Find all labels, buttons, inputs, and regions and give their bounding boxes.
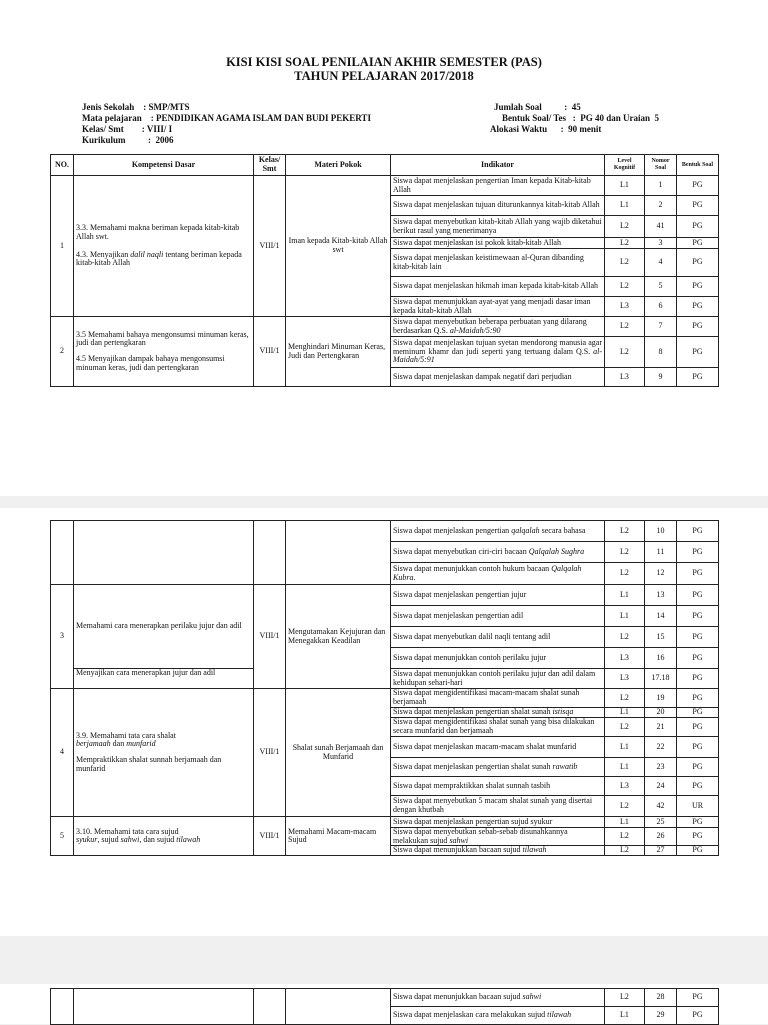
kompetensi-dasar <box>74 521 254 585</box>
bentuk-cell: PG <box>677 249 719 277</box>
indikator-cell <box>391 337 605 368</box>
level-cell: L2 <box>605 277 645 297</box>
kelas-cell <box>254 521 286 585</box>
nomor-cell: 7 <box>645 317 677 337</box>
bentuk-cell: PG <box>677 585 719 606</box>
nomor-cell: 1 <box>645 176 677 196</box>
level-cell: L2 <box>605 846 645 856</box>
indikator-text: Siswa dapat menyebutkan sebab-sebab disunahkannya melakukan sujud <box>393 827 568 845</box>
document-page-2 <box>0 508 768 936</box>
col-header-indikator: Indikator <box>391 155 605 176</box>
materi-pokok <box>286 521 391 585</box>
row-number: 3 <box>51 585 74 689</box>
level-cell: L3 <box>605 648 645 669</box>
row-number: 1 <box>51 176 74 317</box>
nomor-cell: 28 <box>645 989 677 1007</box>
nomor-cell: 27 <box>645 846 677 856</box>
kd-italic-text: sahwi <box>120 835 140 845</box>
materi-pokok: Mengutamakan Kejujuran dan Menegakkan Keadilan <box>286 585 391 689</box>
level-cell: L1 <box>605 737 645 758</box>
indikator-text: Siswa dapat menunjukkan bacaan sujud <box>393 992 523 1002</box>
nomor-cell: 23 <box>645 758 677 777</box>
indikator-cell <box>391 846 605 856</box>
indikator-cell: Siswa dapat menjelaskan pengertian jujur <box>391 585 605 606</box>
kd-italic-text: dalil naqli <box>130 249 164 259</box>
bentuk-cell: PG <box>677 777 719 796</box>
level-cell: L1 <box>605 196 645 216</box>
level-cell: L2 <box>605 689 645 708</box>
row-number <box>51 989 74 1025</box>
level-cell: L1 <box>605 708 645 718</box>
bentuk-cell: PG <box>677 368 719 387</box>
nomor-cell: 21 <box>645 718 677 737</box>
kd-text: , sujud <box>97 835 121 845</box>
nomor-cell: 17.18 <box>645 669 677 689</box>
kisi-kisi-table-page-3 <box>50 988 719 1025</box>
level-cell: L1 <box>605 585 645 606</box>
nomor-cell: 29 <box>645 1007 677 1025</box>
bentuk-cell: PG <box>677 758 719 777</box>
indikator-cell <box>391 708 605 718</box>
indikator-italic-text: istisqa <box>552 707 574 717</box>
nomor-cell: 26 <box>645 828 677 846</box>
kd-italic-text: berjamaah <box>76 739 111 749</box>
indikator-italic-text: sahwi <box>449 835 469 845</box>
indikator-cell <box>391 521 605 542</box>
indikator-cell: Siswa dapat menunjukkan ayat-ayat yang menjadi dasar iman kepada kitab-kitab Allah <box>391 297 605 317</box>
nomor-cell: 25 <box>645 817 677 828</box>
nomor-cell: 11 <box>645 542 677 563</box>
bentuk-cell: PG <box>677 627 719 648</box>
kelas-cell: VIII/1 <box>254 176 286 317</box>
bentuk-cell: PG <box>677 337 719 368</box>
materi-pokok <box>286 989 391 1025</box>
kd-text: tentang beriman kepada kitab-kitab Allah <box>76 249 242 268</box>
indikator-italic-text: tilawah <box>547 1010 572 1020</box>
kompetensi-dasar <box>74 989 254 1025</box>
indikator-cell <box>391 1007 605 1025</box>
kelas-cell: VIII/1 <box>254 689 286 817</box>
bentuk-cell: UR <box>677 796 719 817</box>
kelas-cell: VIII/1 <box>254 317 286 387</box>
table-row <box>51 317 719 337</box>
kd-keterampilan: Mempraktikkan shalat sunnah berjamaah dan munfarid <box>76 755 222 773</box>
indikator-italic-text: sahwi <box>522 992 542 1002</box>
kelas-semester: Kelas/ Smt : VIII/ I <box>82 124 173 134</box>
level-cell: L1 <box>605 758 645 777</box>
indikator-cell: Siswa dapat menjelaskan tujuan diturunkannya kitab-kitab Allah <box>391 196 605 216</box>
bentuk-cell: PG <box>677 669 719 689</box>
bentuk-cell: PG <box>677 689 719 708</box>
nomor-cell: 4 <box>645 249 677 277</box>
level-cell: L1 <box>605 1007 645 1025</box>
indikator-cell <box>391 563 605 585</box>
kd-pengetahuan: 3.10. Memahami tata cara sujud <box>76 826 179 836</box>
level-cell: L2 <box>605 249 645 277</box>
kompetensi-dasar <box>74 317 254 387</box>
indikator-cell: Siswa dapat menjelaskan keistimewaan al-Quran dibanding kitab-kitab lain <box>391 249 605 277</box>
indikator-italic-text: al-Maidah/5:91 <box>393 346 602 365</box>
nomor-cell: 41 <box>645 216 677 238</box>
bentuk-cell: PG <box>677 648 719 669</box>
indikator-text: secara bahasa <box>539 525 586 535</box>
kd-keterampilan <box>76 836 251 845</box>
level-cell: L2 <box>605 627 645 648</box>
level-cell: L2 <box>605 521 645 542</box>
table-row <box>51 521 719 542</box>
kelas-cell <box>254 989 286 1025</box>
level-cell: L3 <box>605 297 645 317</box>
col-header-bentuk: Bentuk Soal <box>677 155 719 176</box>
level-cell: L1 <box>605 817 645 828</box>
nomor-cell: 5 <box>645 277 677 297</box>
bentuk-cell: PG <box>677 176 719 196</box>
indikator-text: Siswa dapat menjelaskan pengertian <box>393 525 512 535</box>
level-cell: L2 <box>605 718 645 737</box>
document-subtitle: TAHUN PELAJARAN 2017/2018 <box>294 69 474 83</box>
bentuk-cell: PG <box>677 606 719 627</box>
nomor-cell: 15 <box>645 627 677 648</box>
bentuk-cell: PG <box>677 563 719 585</box>
indikator-cell: Siswa dapat menyebutkan kitab-kitab Allah yang wajib diketahui berikut rasul yang menerimanya <box>391 216 605 238</box>
table-row <box>51 176 719 196</box>
indikator-cell: Siswa dapat menjelaskan isi pokok kitab-kitab Allah <box>391 238 605 249</box>
kompetensi-dasar: Memahami cara menerapkan perilaku jujur dan adil <box>74 585 254 669</box>
kelas-cell: VIII/1 <box>254 585 286 689</box>
level-cell: L2 <box>605 337 645 368</box>
bentuk-cell: PG <box>677 542 719 563</box>
row-number: 2 <box>51 317 74 387</box>
indikator-cell: Siswa dapat menyebutkan 5 macam shalat sunah yang disertai dengan khutbah <box>391 796 605 817</box>
indikator-cell: Siswa dapat menjelaskan pengertian Iman kepada Kitab-kitab Allah <box>391 176 605 196</box>
bentuk-cell: PG <box>677 521 719 542</box>
kompetensi-dasar <box>74 817 254 856</box>
table-row <box>51 817 719 828</box>
col-header-no: NO. <box>51 155 74 176</box>
indikator-cell: Siswa dapat menjelaskan pengertian adil <box>391 606 605 627</box>
indikator-cell <box>391 989 605 1007</box>
bentuk-cell: PG <box>677 216 719 238</box>
indikator-cell: Siswa dapat menunjukkan contoh perilaku jujur <box>391 648 605 669</box>
materi-pokok: Menghindari Minuman Keras, Judi dan Pertengkaran <box>286 317 391 387</box>
kd-text: 3.9. Memahami tata cara shalat <box>76 730 176 740</box>
table-row <box>51 989 719 1007</box>
nomor-cell: 20 <box>645 708 677 718</box>
alokasi-waktu: Alokasi Waktu : 90 menit <box>490 124 602 134</box>
jumlah-soal: Jumlah Soal : 45 <box>494 102 581 112</box>
bentuk-cell: PG <box>677 196 719 216</box>
level-cell: L3 <box>605 669 645 689</box>
materi-pokok: Shalat sunah Berjamaah dan Munfarid <box>286 689 391 817</box>
kd-pengetahuan: 3.5 Memahami bahaya mengonsumsi minuman keras, judi dan pertengkaran <box>76 329 249 348</box>
level-cell: L1 <box>605 606 645 627</box>
level-cell: L2 <box>605 563 645 585</box>
bentuk-cell: PG <box>677 297 719 317</box>
kd-pengetahuan: 3.3. Memahami makna beriman kepada kitab-kitab Allah swt. <box>76 223 240 241</box>
level-cell: L2 <box>605 989 645 1007</box>
indikator-italic-text: Qalqalah Kubra. <box>393 563 582 582</box>
indikator-text: Siswa dapat menyebutkan beberapa perbuatan yang dilarang berdasarkan Q.S. <box>393 316 587 335</box>
level-cell: L2 <box>605 216 645 238</box>
indikator-italic-text: tilawah <box>522 845 547 855</box>
indikator-cell <box>391 828 605 846</box>
bentuk-cell: PG <box>677 1007 719 1025</box>
materi-pokok: Memahami Macam-macam Sujud <box>286 817 391 856</box>
indikator-text: Siswa dapat menunjukkan bacaan sujud <box>393 845 523 855</box>
materi-pokok: Iman kepada Kitab-kitab Allah swt <box>286 176 391 317</box>
indikator-cell: Siswa dapat mengidentifikasi shalat sunah yang bisa dilakukan secara munfarid dan berjamaah <box>391 718 605 737</box>
nomor-cell: 3 <box>645 238 677 249</box>
bentuk-cell: PG <box>677 989 719 1007</box>
level-cell: L3 <box>605 368 645 387</box>
kd-text: 4.3. Menyajikan <box>76 249 131 259</box>
nomor-cell: 14 <box>645 606 677 627</box>
level-cell: L1 <box>605 176 645 196</box>
level-cell: L2 <box>605 238 645 249</box>
bentuk-cell: PG <box>677 238 719 249</box>
nomor-cell: 13 <box>645 585 677 606</box>
level-cell: L3 <box>605 777 645 796</box>
kd-text: , dan sujud <box>139 835 177 845</box>
document-title: KISI KISI SOAL PENILAIAN AKHIR SEMESTER (PAS) <box>226 55 542 69</box>
nomor-cell: 12 <box>645 563 677 585</box>
indikator-cell: Siswa dapat menyebutkan dalil naqli tentang adil <box>391 627 605 648</box>
kelas-cell: VIII/1 <box>254 817 286 856</box>
table-row <box>51 585 719 606</box>
indikator-cell: Siswa dapat menjelaskan hikmah iman kepada kitab-kitab Allah <box>391 277 605 297</box>
nomor-cell: 8 <box>645 337 677 368</box>
nomor-cell: 9 <box>645 368 677 387</box>
indikator-cell <box>391 758 605 777</box>
level-cell: L2 <box>605 828 645 846</box>
kompetensi-dasar <box>74 176 254 317</box>
table-header-row <box>51 155 719 176</box>
kd-text: dan <box>110 739 127 749</box>
indikator-cell: Siswa dapat menunjukkan contoh perilaku jujur dan adil dalam kehidupan sehari-hari <box>391 669 605 689</box>
indikator-text: Siswa dapat menjelaskan pengertian shalat sunah <box>393 707 553 717</box>
bentuk-cell: PG <box>677 718 719 737</box>
level-cell: L2 <box>605 796 645 817</box>
bentuk-cell: PG <box>677 277 719 297</box>
indikator-text: Siswa dapat menjelaskan tujuan syetan mendorong manusia agar meminum khamr dan judi seperti yang tertuang dalam Q.S. <box>393 338 602 356</box>
mata-pelajaran: Mata pelajaran : PENDIDIKAN AGAMA ISLAM DAN BUDI PEKERTI <box>82 113 371 123</box>
row-number: 5 <box>51 817 74 856</box>
bentuk-soal: Bentuk Soal/ Tes : PG 40 dan Uraian 5 <box>502 113 660 123</box>
col-header-materi: Materi Pokok <box>286 155 391 176</box>
bentuk-cell: PG <box>677 846 719 856</box>
level-cell: L2 <box>605 542 645 563</box>
nomor-cell: 10 <box>645 521 677 542</box>
kd-pengetahuan <box>76 732 251 749</box>
indikator-text: Siswa dapat menunjukkan contoh hukum bacaan <box>393 563 552 573</box>
bentuk-cell: PG <box>677 737 719 758</box>
document-page-3 <box>0 984 768 1024</box>
table-row <box>51 689 719 708</box>
kompetensi-dasar <box>74 689 254 817</box>
indikator-text: Siswa dapat menjelaskan cara melakukan sujud <box>393 1010 548 1020</box>
kd-keterampilan <box>76 251 251 268</box>
nomor-cell: 22 <box>645 737 677 758</box>
indikator-italic-text: Qalqalah Sughra <box>528 546 585 556</box>
nomor-cell: 2 <box>645 196 677 216</box>
indikator-cell <box>391 317 605 337</box>
document-page-1 <box>0 0 768 496</box>
kd-keterampilan: Menyajikan cara menerapkan jujur dan adil <box>74 669 254 689</box>
indikator-italic-text: al-Maidah/5:90 <box>449 325 501 335</box>
kd-italic-text: syukur <box>76 835 98 845</box>
col-header-level: Level Kognitif <box>605 155 645 176</box>
jenis-sekolah: Jenis Sekolah : SMP/MTS <box>82 102 190 112</box>
kd-italic-text: munfarid <box>126 739 156 749</box>
kisi-kisi-table-page-2 <box>50 520 719 856</box>
row-number <box>51 521 74 585</box>
indikator-cell: Siswa dapat menjelaskan dampak negatif dari perjudian <box>391 368 605 387</box>
indikator-text: Siswa dapat menjelaskan pengertian shalat sunah <box>393 761 553 771</box>
indikator-text: Siswa dapat menyebutkan ciri-ciri bacaan <box>393 546 529 556</box>
indikator-cell: Siswa dapat mempraktikkan shalat sunnah tasbih <box>391 777 605 796</box>
nomor-cell: 6 <box>645 297 677 317</box>
bentuk-cell: PG <box>677 317 719 337</box>
row-number: 4 <box>51 689 74 817</box>
nomor-cell: 24 <box>645 777 677 796</box>
nomor-cell: 16 <box>645 648 677 669</box>
nomor-cell: 19 <box>645 689 677 708</box>
bentuk-cell: PG <box>677 708 719 718</box>
col-header-nomor: Nomor Soal <box>645 155 677 176</box>
kd-keterampilan: 4.5 Menyajikan dampak bahaya mengonsumsi minuman keras, judi dan pertengkaran <box>76 354 225 372</box>
kd-italic-text: tilawah <box>176 835 201 845</box>
bentuk-cell: PG <box>677 828 719 846</box>
indikator-cell: Siswa dapat mengidentifikasi macam-macam shalat sunah berjamaah <box>391 689 605 708</box>
indikator-cell: Siswa dapat menjelaskan pengertian sujud syukur <box>391 817 605 828</box>
col-header-kompetensi: Kompetensi Dasar <box>74 155 254 176</box>
kisi-kisi-table-page-1 <box>50 154 719 387</box>
indikator-italic-text: qalqalah <box>511 525 540 535</box>
col-header-kelas: Kelas/ Smt <box>254 155 286 176</box>
kurikulum: Kurikulum : 2006 <box>82 135 174 145</box>
indikator-cell: Siswa dapat menjelaskan macam-macam shalat munfarid <box>391 737 605 758</box>
nomor-cell: 42 <box>645 796 677 817</box>
bentuk-cell: PG <box>677 817 719 828</box>
level-cell: L2 <box>605 317 645 337</box>
indikator-italic-text: rawatib <box>552 761 578 771</box>
indikator-cell <box>391 542 605 563</box>
